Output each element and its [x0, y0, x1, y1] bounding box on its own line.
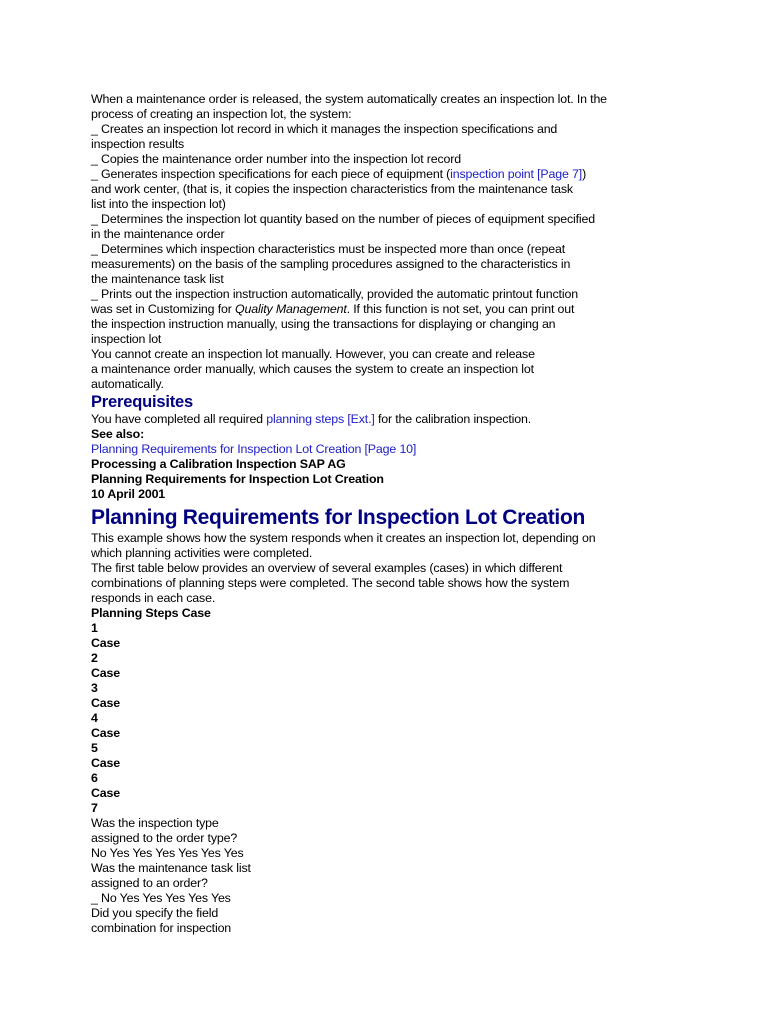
bullet-line: _ Determines the inspection lot quantity based on the number of pieces of equipment specified [91, 212, 596, 226]
see-also-link[interactable]: Planning Requirements for Inspection Lot Creation [Page 10] [91, 442, 417, 456]
bullet-line: in the maintenance order [91, 227, 225, 241]
text-segment: for the calibration inspection. [374, 412, 532, 426]
intro-line: automatically. [91, 377, 164, 391]
bullet-line: _ Creates an inspection lot record in which it manages the inspection specifications and [91, 122, 558, 136]
table-cell: Case [91, 726, 121, 740]
inspection-point-link[interactable]: inspection point [Page 7] [450, 167, 583, 181]
section-paragraph-line: This example shows how the system responds when it creates an inspection lot, depending on [91, 531, 596, 545]
bullet-line: the maintenance task list [91, 272, 224, 286]
table-row-text: assigned to the order type? [91, 831, 238, 845]
table-cell: 1 [91, 621, 98, 635]
text-segment: ) [582, 167, 587, 181]
text-segment: _ Generates inspection specifications for each piece of equipment ( [91, 167, 451, 181]
text-segment: . If this function is not set, you can print out [346, 302, 575, 316]
section-paragraph-line: combinations of planning steps were completed. The second table shows how the system [91, 576, 570, 590]
text-segment: You have completed all required [91, 412, 267, 426]
document-body [91, 92, 651, 936]
table-row-text: assigned to an order? [91, 876, 208, 890]
table-cell: Case [91, 756, 121, 770]
table-row-text: combination for inspection [91, 921, 232, 935]
see-also-label: See also: [91, 427, 145, 441]
bullet-line: inspection results [91, 137, 185, 151]
prerequisites-text [91, 412, 651, 427]
table-cell: 6 [91, 771, 98, 785]
table-cell: Case [91, 696, 121, 710]
table-cell: Case [91, 636, 121, 650]
table-row-text: Was the maintenance task list [91, 861, 251, 875]
table-cell: 4 [91, 711, 98, 725]
table-cell: Case [91, 666, 121, 680]
quality-management-emphasis: Quality Management [235, 302, 347, 316]
section-paragraph-line: responds in each case. [91, 591, 216, 605]
bullet-line [91, 167, 651, 182]
intro-line: a maintenance order manually, which causes the system to create an inspection lot [91, 362, 534, 376]
page-footer-title: Processing a Calibration Inspection SAP AG [91, 457, 346, 471]
table-row-text: _ No Yes Yes Yes Yes Yes [91, 891, 231, 905]
table-row-text: Was the inspection type [91, 816, 219, 830]
section-paragraph-line: The first table below provides an overview of several examples (cases) in which different [91, 561, 563, 575]
table-cell: 3 [91, 681, 98, 695]
table-cell: 7 [91, 801, 98, 815]
bullet-line: the inspection instruction manually, using the transactions for displaying or changing an [91, 317, 556, 331]
text-segment: was set in Customizing for [91, 302, 236, 316]
bullet-line: list into the inspection lot) [91, 197, 226, 211]
intro-line: You cannot create an inspection lot manually. However, you can create and release [91, 347, 535, 361]
bullet-line: measurements) on the basis of the sampling procedures assigned to the characteristics in [91, 257, 571, 271]
table-cell: 2 [91, 651, 98, 665]
table-header: Planning Steps Case [91, 606, 211, 620]
intro-line: When a maintenance order is released, the system automatically creates an inspection lot. In the [91, 92, 607, 106]
section-title: Planning Requirements for Inspection Lot Creation [91, 506, 586, 529]
bullet-line: _ Determines which inspection characteristics must be inspected more than once (repeat [91, 242, 566, 256]
planning-steps-link[interactable]: planning steps [Ext.] [266, 412, 375, 426]
intro-line: process of creating an inspection lot, the system: [91, 107, 352, 121]
section-paragraph-line: which planning activities were completed. [91, 546, 313, 560]
table-cell: 5 [91, 741, 98, 755]
bullet-line: inspection lot [91, 332, 162, 346]
bullet-line: _ Prints out the inspection instruction automatically, provided the automatic printout function [91, 287, 578, 301]
table-cell: Case [91, 786, 121, 800]
bullet-line: _ Copies the maintenance order number into the inspection lot record [91, 152, 462, 166]
page-footer-subtitle: Planning Requirements for Inspection Lot Creation [91, 472, 384, 486]
prerequisites-heading: Prerequisites [91, 393, 193, 411]
table-row-text: Did you specify the field [91, 906, 219, 920]
bullet-line: and work center, (that is, it copies the inspection characteristics from the maintenance task [91, 182, 573, 196]
table-row-text: No Yes Yes Yes Yes Yes Yes [91, 846, 244, 860]
bullet-line [91, 302, 651, 317]
page-footer-date: 10 April 2001 [91, 487, 166, 501]
